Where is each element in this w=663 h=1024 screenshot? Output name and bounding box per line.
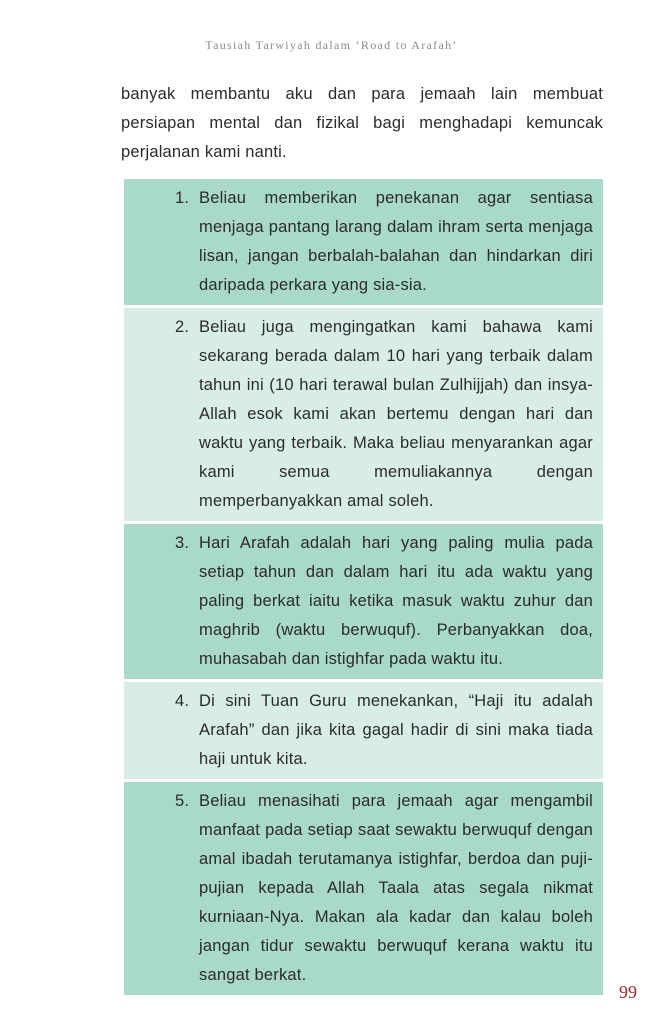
list-item [124, 179, 603, 305]
list-item-number: 2. [175, 318, 190, 336]
list-item [124, 308, 603, 521]
list-item-text: Beliau memberikan penekanan agar sentiasa menjaga pantang larang dalam ihram serta menjaga lisan, jangan berbalah-balahan dan hindarkan diri daripada perkara yang sia-sia. [199, 189, 593, 294]
list-item-number: 1. [175, 189, 190, 207]
list-item-text: Di sini Tuan Guru menekankan, “Haji itu adalah Arafah” dan jika kita gagal hadir di sini maka tiada haji untuk kita. [199, 692, 593, 768]
list-item-text: Beliau juga mengingatkan kami bahawa kami sekarang berada dalam 10 hari yang terbaik dalam tahun ini (10 hari terawal bulan Zulhijjah) dan insya-Allah esok kami akan bertemu dengan hari dan waktu yang terbaik. Maka beliau menyarankan agar kami semua memuliakannya dengan memperbanyakkan amal soleh. [199, 318, 593, 510]
intro-paragraph: banyak membantu aku dan para jemaah lain membuat persiapan mental dan fizikal bagi menghadapi kemuncak perjalanan kami nanti. [121, 85, 603, 161]
list-item-number: 3. [175, 534, 190, 552]
list-item [124, 782, 603, 995]
page-number: 99 [619, 982, 637, 1002]
list-item-number: 4. [175, 692, 190, 710]
list-item-number: 5. [175, 792, 190, 810]
list-item-text: Hari Arafah adalah hari yang paling mulia pada setiap tahun dan dalam hari itu ada waktu yang paling berkat iaitu ketika masuk waktu zuhur dan maghrib (waktu berwuquf). Perbanyakkan doa, muhasabah dan istighfar pada waktu itu. [199, 534, 593, 668]
running-header: Tausiah Tarwiyah dalam ‘Road to Arafah’ [205, 38, 458, 52]
list-item [124, 524, 603, 679]
list-item-text: Beliau menasihati para jemaah agar mengambil manfaat pada setiap saat sewaktu berwuquf dengan amal ibadah terutamanya istighfar, berdoa dan puji-pujian kepada Allah Taala atas segala nikmat kurniaan-Nya. Makan ala kadar dan kalau boleh jangan tidur sewaktu berwuquf kerana waktu itu sangat berkat. [199, 792, 593, 984]
numbered-list [124, 179, 603, 995]
list-item [124, 682, 603, 779]
